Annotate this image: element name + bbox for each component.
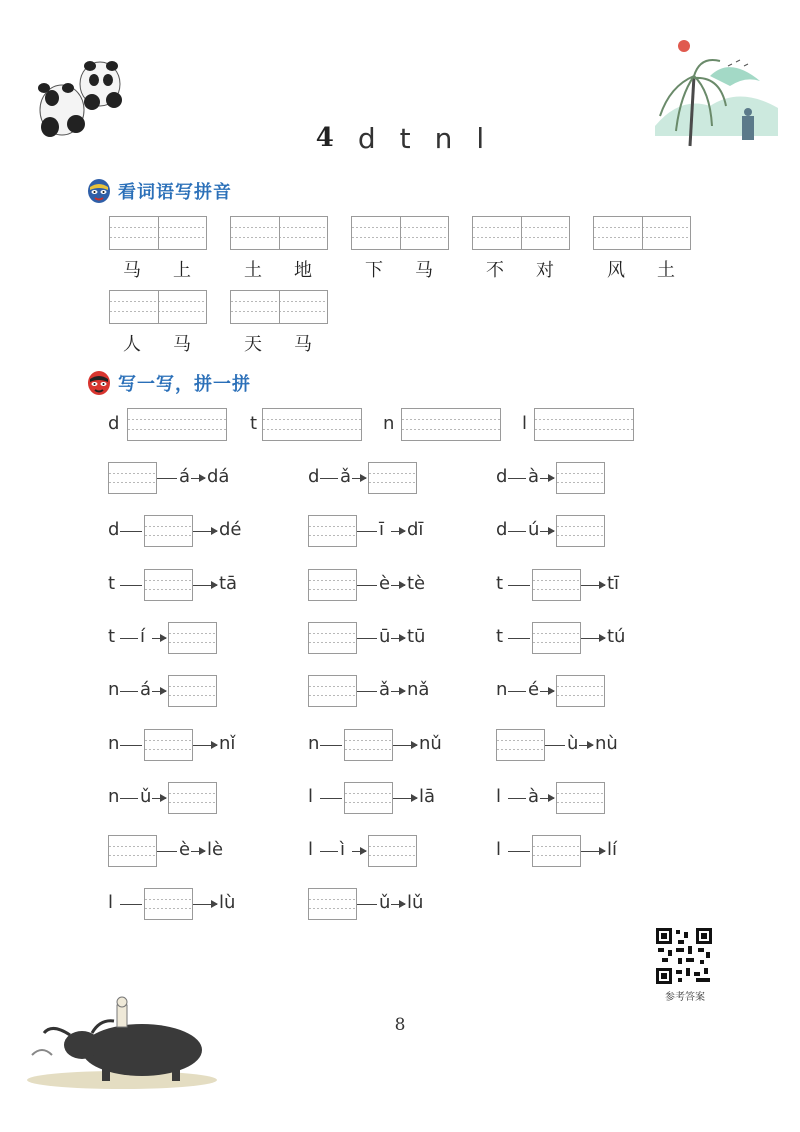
syllable-result: nǔ bbox=[419, 733, 442, 754]
writing-practice-box[interactable] bbox=[127, 408, 227, 441]
word-character: 不 bbox=[486, 260, 504, 281]
connector-line bbox=[508, 478, 526, 479]
pinyin-blank-box[interactable] bbox=[144, 569, 193, 601]
pinyin-answer-box[interactable] bbox=[593, 216, 691, 250]
pinyin-blank-box[interactable] bbox=[144, 515, 193, 547]
pinyin-blank-box[interactable] bbox=[168, 782, 217, 814]
pinyin-blank-box[interactable] bbox=[308, 569, 357, 601]
pinyin-blank-box[interactable] bbox=[308, 515, 357, 547]
connector-line bbox=[508, 638, 530, 639]
arrow-icon bbox=[152, 798, 166, 799]
pinyin-text: l bbox=[308, 839, 314, 860]
pinyin-text: ū bbox=[379, 626, 391, 647]
pinyin-blank-box[interactable] bbox=[368, 835, 417, 867]
connector-line bbox=[120, 585, 142, 586]
arrow-icon bbox=[391, 904, 405, 905]
connector-line bbox=[320, 478, 338, 479]
word-character: 风 bbox=[607, 260, 625, 281]
pinyin-blank-box[interactable] bbox=[532, 835, 581, 867]
writing-practice-box[interactable] bbox=[534, 408, 634, 441]
opera-mask-icon bbox=[86, 178, 112, 204]
connector-line bbox=[120, 638, 138, 639]
arrow-icon bbox=[191, 851, 205, 852]
initial-letter: t bbox=[250, 413, 258, 434]
pinyin-blank-box[interactable] bbox=[344, 782, 393, 814]
connector-line bbox=[320, 745, 342, 746]
syllable-result: nù bbox=[595, 733, 618, 754]
pinyin-blank-box[interactable] bbox=[144, 888, 193, 920]
title-letter-d: d bbox=[357, 121, 376, 155]
arrow-icon bbox=[540, 691, 554, 692]
pinyin-blank-box[interactable] bbox=[532, 569, 581, 601]
qr-caption: 参考答案 bbox=[665, 992, 705, 1003]
pinyin-text: á bbox=[179, 466, 191, 487]
pinyin-text: ú bbox=[528, 519, 540, 540]
pinyin-text: è bbox=[379, 573, 391, 594]
pinyin-text: ǎ bbox=[379, 679, 391, 700]
word-character: 马 bbox=[123, 260, 141, 281]
word-character: 对 bbox=[536, 260, 554, 281]
pinyin-text: ī bbox=[379, 519, 385, 540]
pinyin-blank-box[interactable] bbox=[532, 622, 581, 654]
writing-practice-box[interactable] bbox=[262, 408, 362, 441]
arrow-icon bbox=[191, 478, 205, 479]
pinyin-text: t bbox=[496, 573, 504, 594]
connector-line bbox=[508, 798, 526, 799]
pinyin-text: t bbox=[108, 626, 116, 647]
arrow-icon bbox=[152, 691, 166, 692]
pinyin-answer-box[interactable] bbox=[109, 216, 207, 250]
word-character: 上 bbox=[173, 260, 191, 281]
pinyin-text: ǔ bbox=[140, 786, 152, 807]
pinyin-text: à bbox=[528, 466, 540, 487]
pinyin-text: l bbox=[108, 892, 114, 913]
grid-divider bbox=[279, 291, 280, 323]
title-letter-n: n bbox=[434, 121, 453, 155]
pinyin-blank-box[interactable] bbox=[556, 782, 605, 814]
pinyin-blank-box[interactable] bbox=[496, 729, 545, 761]
arrow-icon bbox=[540, 478, 554, 479]
pinyin-answer-box[interactable] bbox=[230, 216, 328, 250]
arrow-icon bbox=[193, 585, 217, 586]
pinyin-text: ǎ bbox=[340, 466, 352, 487]
connector-line bbox=[357, 638, 377, 639]
syllable-result: lí bbox=[607, 839, 618, 860]
pinyin-text: l bbox=[308, 786, 314, 807]
initial-letter: d bbox=[108, 413, 120, 434]
section1-header bbox=[86, 176, 232, 206]
word-character: 马 bbox=[173, 334, 191, 355]
section1-title: 看词语写拼音 bbox=[118, 182, 232, 203]
pinyin-blank-box[interactable] bbox=[308, 675, 357, 707]
pinyin-answer-box[interactable] bbox=[351, 216, 449, 250]
writing-practice-box[interactable] bbox=[401, 408, 501, 441]
pinyin-text: t bbox=[496, 626, 504, 647]
pinyin-text: l bbox=[496, 839, 502, 860]
word-character: 马 bbox=[294, 334, 312, 355]
pinyin-blank-box[interactable] bbox=[368, 462, 417, 494]
arrow-icon bbox=[579, 745, 593, 746]
connector-line bbox=[120, 691, 138, 692]
pinyin-text: n bbox=[108, 733, 120, 754]
word-character: 土 bbox=[657, 260, 675, 281]
connector-line bbox=[320, 798, 342, 799]
pinyin-blank-box[interactable] bbox=[144, 729, 193, 761]
pinyin-blank-box[interactable] bbox=[168, 675, 217, 707]
connector-line bbox=[508, 851, 530, 852]
pinyin-text: t bbox=[108, 573, 116, 594]
lesson-title bbox=[0, 118, 800, 158]
arrow-icon bbox=[581, 851, 605, 852]
pinyin-text: d bbox=[496, 519, 508, 540]
syllable-result: tè bbox=[407, 573, 426, 594]
section2-header bbox=[86, 368, 251, 398]
pinyin-text: á bbox=[140, 679, 152, 700]
word-character: 马 bbox=[415, 260, 433, 281]
grid-divider bbox=[158, 291, 159, 323]
arrow-icon bbox=[152, 638, 166, 639]
connector-line bbox=[120, 531, 142, 532]
pinyin-text: ì bbox=[340, 839, 346, 860]
syllable-result: dé bbox=[219, 519, 242, 540]
syllable-result: nǐ bbox=[219, 733, 236, 754]
word-character: 人 bbox=[123, 334, 141, 355]
connector-line bbox=[120, 745, 142, 746]
grid-divider bbox=[279, 217, 280, 249]
arrow-icon bbox=[352, 478, 366, 479]
word-character: 地 bbox=[294, 260, 312, 281]
arrow-icon bbox=[581, 638, 605, 639]
connector-line bbox=[508, 531, 526, 532]
grid-divider bbox=[400, 217, 401, 249]
word-character: 下 bbox=[365, 260, 383, 281]
syllable-result: tū bbox=[407, 626, 426, 647]
buffalo-illustration bbox=[22, 995, 222, 1090]
section2-title: 写一写，拼一拼 bbox=[118, 374, 251, 395]
qr-code[interactable] bbox=[656, 928, 712, 984]
grid-divider bbox=[158, 217, 159, 249]
pinyin-blank-box[interactable] bbox=[308, 622, 357, 654]
arrow-icon bbox=[393, 798, 417, 799]
pinyin-blank-box[interactable] bbox=[308, 888, 357, 920]
syllable-result: tú bbox=[607, 626, 626, 647]
pinyin-text: n bbox=[108, 679, 120, 700]
word-character: 天 bbox=[244, 334, 262, 355]
connector-line bbox=[120, 798, 138, 799]
opera-mask-red-icon bbox=[86, 370, 112, 396]
pinyin-blank-box[interactable] bbox=[556, 675, 605, 707]
syllable-result: tā bbox=[219, 573, 238, 594]
pinyin-text: è bbox=[179, 839, 191, 860]
syllable-result: lù bbox=[219, 892, 236, 913]
connector-line bbox=[545, 745, 565, 746]
pinyin-answer-box[interactable] bbox=[472, 216, 570, 250]
pinyin-text: l bbox=[496, 786, 502, 807]
grid-divider bbox=[521, 217, 522, 249]
connector-line bbox=[320, 851, 338, 852]
pinyin-text: n bbox=[308, 733, 320, 754]
pinyin-text: d bbox=[308, 466, 320, 487]
arrow-icon bbox=[540, 531, 554, 532]
arrow-icon bbox=[391, 585, 405, 586]
pinyin-text: d bbox=[496, 466, 508, 487]
pinyin-answer-box[interactable] bbox=[109, 290, 207, 324]
initial-letter: n bbox=[383, 413, 395, 434]
pinyin-text: é bbox=[528, 679, 540, 700]
connector-line bbox=[157, 478, 177, 479]
arrow-icon bbox=[393, 745, 417, 746]
connector-line bbox=[157, 851, 177, 852]
pinyin-text: ǔ bbox=[379, 892, 391, 913]
arrow-icon bbox=[391, 691, 405, 692]
title-letter-l: l bbox=[476, 121, 485, 155]
connector-line bbox=[357, 531, 377, 532]
arrow-icon bbox=[540, 798, 554, 799]
syllable-result: lā bbox=[419, 786, 436, 807]
grid-divider bbox=[642, 217, 643, 249]
arrow-icon bbox=[193, 745, 217, 746]
pinyin-blank-box[interactable] bbox=[108, 462, 157, 494]
connector-line bbox=[357, 691, 377, 692]
syllable-result: tī bbox=[607, 573, 620, 594]
pinyin-text: d bbox=[108, 519, 120, 540]
lesson-number: 4 bbox=[315, 123, 334, 153]
connector-line bbox=[508, 585, 530, 586]
connector-line bbox=[357, 904, 377, 905]
pinyin-answer-box[interactable] bbox=[230, 290, 328, 324]
word-character: 土 bbox=[244, 260, 262, 281]
pinyin-blank-box[interactable] bbox=[344, 729, 393, 761]
connector-line bbox=[508, 691, 526, 692]
arrow-icon bbox=[193, 904, 217, 905]
connector-line bbox=[357, 585, 377, 586]
arrow-icon bbox=[581, 585, 605, 586]
pinyin-text: à bbox=[528, 786, 540, 807]
syllable-result: dī bbox=[407, 519, 424, 540]
pinyin-text: n bbox=[108, 786, 120, 807]
title-letter-t: t bbox=[399, 121, 411, 155]
pinyin-text: ù bbox=[567, 733, 579, 754]
pinyin-blank-box[interactable] bbox=[556, 462, 605, 494]
pinyin-blank-box[interactable] bbox=[168, 622, 217, 654]
arrow-icon bbox=[391, 531, 405, 532]
syllable-result: lǔ bbox=[407, 892, 424, 913]
initial-letter: l bbox=[522, 413, 528, 434]
arrow-icon bbox=[193, 531, 217, 532]
connector-line bbox=[120, 904, 142, 905]
pinyin-blank-box[interactable] bbox=[108, 835, 157, 867]
pinyin-text: n bbox=[496, 679, 508, 700]
page-number: 8 bbox=[394, 1015, 406, 1035]
syllable-result: dá bbox=[207, 466, 230, 487]
pinyin-blank-box[interactable] bbox=[556, 515, 605, 547]
syllable-result: lè bbox=[207, 839, 224, 860]
syllable-result: nǎ bbox=[407, 679, 430, 700]
pinyin-text: í bbox=[140, 626, 146, 647]
arrow-icon bbox=[352, 851, 366, 852]
arrow-icon bbox=[391, 638, 405, 639]
